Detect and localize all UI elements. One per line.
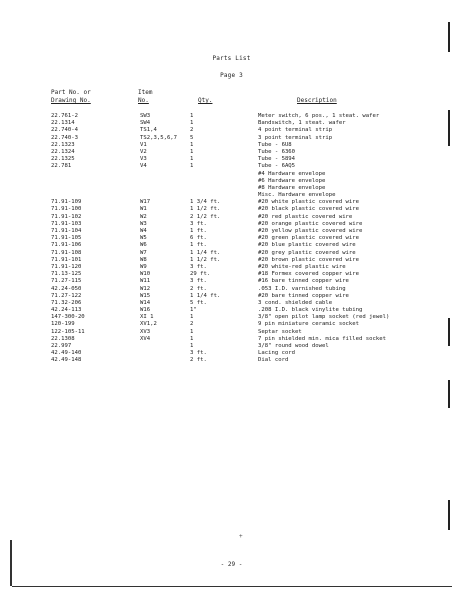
- description-cell: #4 Hardware envelope: [258, 170, 326, 177]
- scan-edge-right: [448, 380, 450, 408]
- description-cell: #18 Formex covered copper wire: [258, 271, 360, 278]
- item-number-cell: W12: [140, 285, 151, 292]
- item-number-cell: XV4: [140, 335, 151, 342]
- header-item-number: [138, 89, 152, 105]
- table-row: [0, 228, 463, 235]
- table-row: [0, 293, 463, 300]
- quantity-cell: 5 ft.: [190, 299, 207, 306]
- scan-edge-right: [448, 110, 450, 146]
- quantity-cell: 1: [190, 328, 194, 335]
- table-row: [0, 264, 463, 271]
- document-title: Parts List: [212, 55, 251, 62]
- quantity-cell: 1: [190, 113, 194, 119]
- item-number-cell: W5: [140, 235, 147, 242]
- description-cell: #20 green plastic covered wire: [258, 235, 360, 242]
- quantity-cell: 1 1/4 ft.: [190, 292, 221, 299]
- item-number-cell: W11: [140, 278, 151, 285]
- description-cell: #6 Hardware envelope: [258, 177, 326, 184]
- description-cell: #20 orange plastic covered wire: [258, 220, 363, 227]
- item-number-cell: W16: [140, 307, 151, 314]
- quantity-cell: 1 1/2 ft.: [190, 206, 221, 213]
- quantity-cell: 3 ft.: [190, 263, 207, 270]
- part-number-cell: 71.91-101: [51, 256, 82, 263]
- header-part-line2: Drawing No.: [51, 97, 91, 104]
- page-label: Page 3: [220, 72, 243, 79]
- quantity-cell: 1: [190, 156, 194, 163]
- header-description: [297, 97, 337, 105]
- table-row: [0, 336, 463, 343]
- description-cell: #20 white-red plastic wire: [258, 263, 346, 270]
- part-number-cell: 22.1323: [51, 141, 75, 148]
- part-number-cell: 22.997: [51, 343, 72, 349]
- page-number: - 29 -: [220, 561, 243, 568]
- table-row: [0, 314, 463, 321]
- description-cell: .208 I.D. black vinylite tubing: [258, 307, 363, 314]
- part-number-cell: 42.24-050: [51, 285, 82, 292]
- description-cell: #20 white plastic covered wire: [258, 199, 360, 206]
- description-cell: 3 cond. shielded cable: [258, 299, 333, 306]
- item-number-cell: W15: [140, 292, 151, 299]
- header-description-label: Description: [297, 97, 337, 104]
- table-row: [0, 235, 463, 242]
- table-row: [0, 149, 463, 156]
- scan-edge-right: [448, 500, 450, 530]
- part-number-cell: 42.49-148: [51, 357, 82, 364]
- item-number-cell: W10: [140, 271, 151, 278]
- quantity-cell: 2 ft.: [190, 285, 207, 292]
- description-cell: Septar socket: [258, 328, 302, 335]
- quantity-cell: 1 1/4 ft.: [190, 249, 221, 256]
- description-cell: Tube - 6360: [258, 148, 296, 155]
- quantity-cell: 1 3/4 ft.: [190, 199, 221, 206]
- description-cell: 4 point terminal strip: [258, 127, 333, 134]
- scan-edge-right: [448, 22, 450, 52]
- description-cell: Tube - 6AQ5: [258, 163, 296, 170]
- quantity-cell: 3 ft.: [190, 220, 207, 227]
- description-cell: 9 pin miniature ceramic socket: [258, 321, 360, 328]
- quantity-cell: 3 ft.: [190, 350, 207, 357]
- header-part-number: [51, 89, 91, 105]
- part-number-cell: 22.781: [51, 163, 72, 170]
- table-row: [0, 278, 463, 285]
- table-row: [0, 343, 463, 350]
- table-row: [0, 156, 463, 163]
- description-cell: Tube - 5894: [258, 156, 296, 163]
- part-number-cell: 22.1325: [51, 156, 75, 163]
- part-number-cell: 71.91-109: [51, 199, 82, 206]
- table-row: [0, 321, 463, 328]
- table-row: [0, 163, 463, 170]
- description-cell: Meter switch, 6 pos., 1 steat. wafer: [258, 113, 380, 119]
- description-cell: #20 red plastic covered wire: [258, 213, 353, 220]
- item-number-cell: TS2,3,5,6,7: [140, 134, 178, 141]
- description-cell: #20 yellow plastic covered wire: [258, 228, 363, 234]
- description-cell: #8 Hardware envelope: [258, 184, 326, 191]
- quantity-cell: 2: [190, 127, 194, 134]
- description-cell: Tube - 6U8: [258, 141, 292, 148]
- quantity-cell: 2 ft.: [190, 357, 207, 364]
- quantity-cell: 1: [190, 343, 194, 349]
- table-row: [0, 307, 463, 314]
- quantity-cell: 6 ft.: [190, 235, 207, 242]
- scan-edge-left: [10, 540, 12, 586]
- description-cell: 3/8" open pilot lamp socket (red jewel): [258, 314, 390, 321]
- item-number-cell: W9: [140, 263, 147, 270]
- part-number-cell: 71.91-105: [51, 235, 82, 242]
- part-number-cell: 22.761-2: [51, 113, 78, 119]
- quantity-cell: 1: [190, 120, 194, 127]
- description-cell: Lacing cord: [258, 350, 296, 357]
- part-number-cell: 71.91-104: [51, 228, 82, 234]
- item-number-cell: SW4: [140, 120, 151, 127]
- part-number-cell: 71.32-206: [51, 299, 82, 306]
- quantity-cell: 1: [190, 335, 194, 342]
- header-part-line1: Part No. or: [51, 89, 91, 96]
- part-number-cell: 71.91-108: [51, 249, 82, 256]
- quantity-cell: 1 ft.: [190, 242, 207, 249]
- description-cell: 3/8" round wood dowel: [258, 343, 329, 349]
- description-cell: Bandswitch, 1 steat. wafer: [258, 120, 346, 127]
- table-row: [0, 120, 463, 127]
- item-number-cell: W2: [140, 213, 147, 220]
- part-number-cell: 71.91-102: [51, 213, 82, 220]
- margin-mark: +: [239, 533, 243, 540]
- item-number-cell: W4: [140, 228, 147, 234]
- header-item-line1: Item: [138, 89, 153, 96]
- part-number-cell: 120-199: [51, 321, 75, 328]
- table-row: [0, 185, 463, 192]
- item-number-cell: V2: [140, 148, 147, 155]
- table-row: [0, 329, 463, 336]
- part-number-cell: 71.91-100: [51, 206, 82, 213]
- description-cell: 3 point terminal strip: [258, 134, 333, 141]
- description-cell: #16 bare tinned copper wire: [258, 278, 349, 285]
- item-number-cell: W8: [140, 256, 147, 263]
- part-number-cell: 71.27-122: [51, 292, 82, 299]
- table-row: [0, 178, 463, 185]
- part-number-cell: 71.13-125: [51, 271, 82, 278]
- description-cell: #20 bare tinned copper wire: [258, 292, 349, 299]
- description-cell: #20 brown plastic covered wire: [258, 256, 360, 263]
- item-number-cell: W14: [140, 299, 151, 306]
- part-number-cell: 42.24-113: [51, 307, 82, 314]
- part-number-cell: 22.1308: [51, 335, 75, 342]
- description-cell: Dial cord: [258, 357, 289, 364]
- table-row: [0, 357, 463, 364]
- table-row: [0, 214, 463, 221]
- part-number-cell: 22.1324: [51, 148, 75, 155]
- part-number-cell: 42.49-140: [51, 350, 82, 357]
- description-cell: Misc. Hardware envelope: [258, 192, 336, 199]
- quantity-cell: 1": [190, 307, 197, 314]
- item-number-cell: V4: [140, 163, 147, 170]
- part-number-cell: 147-300-20: [51, 314, 85, 321]
- item-number-cell: TS1,4: [140, 127, 157, 134]
- table-row: [0, 206, 463, 213]
- part-number-cell: 71.91-120: [51, 263, 82, 270]
- part-number-cell: 22.740-4: [51, 127, 78, 134]
- part-number-cell: 71.27-115: [51, 278, 82, 285]
- item-number-cell: W7: [140, 249, 147, 256]
- item-number-cell: SW3: [140, 113, 151, 119]
- part-number-cell: 22.740-3: [51, 134, 78, 141]
- table-row: [0, 192, 463, 199]
- table-row: [0, 221, 463, 228]
- table-row: [0, 142, 463, 149]
- item-number-cell: XV3: [140, 328, 151, 335]
- table-row: [0, 250, 463, 257]
- table-row: [0, 286, 463, 293]
- quantity-cell: 1: [190, 148, 194, 155]
- header-item-line2: No.: [138, 97, 149, 104]
- quantity-cell: 5: [190, 134, 194, 141]
- quantity-cell: 3 ft.: [190, 278, 207, 285]
- description-cell: .053 I.D. varnished tubing: [258, 285, 346, 292]
- description-cell: #20 black plastic covered wire: [258, 206, 360, 213]
- description-cell: #20 grey plastic covered wire: [258, 249, 356, 256]
- parts-table: [0, 113, 463, 365]
- table-row: [0, 127, 463, 134]
- description-cell: 7 pin shielded min. mica filled socket: [258, 335, 386, 342]
- item-number-cell: W3: [140, 220, 147, 227]
- part-number-cell: 71.91-106: [51, 242, 82, 249]
- quantity-cell: 1: [190, 141, 194, 148]
- scan-edge-bottom: [12, 586, 452, 587]
- part-number-cell: 71.91-103: [51, 220, 82, 227]
- header-qty: [198, 97, 212, 105]
- quantity-cell: 2 1/2 ft.: [190, 213, 221, 220]
- table-row: [0, 271, 463, 278]
- quantity-cell: 1: [190, 314, 194, 321]
- item-number-cell: W6: [140, 242, 147, 249]
- table-row: [0, 135, 463, 142]
- table-row: [0, 113, 463, 120]
- table-row: [0, 171, 463, 178]
- table-row: [0, 242, 463, 249]
- item-number-cell: XI 1: [140, 314, 154, 321]
- quantity-cell: 1: [190, 163, 194, 170]
- item-number-cell: V3: [140, 156, 147, 163]
- quantity-cell: 2: [190, 321, 194, 328]
- item-number-cell: V1: [140, 141, 147, 148]
- table-row: [0, 199, 463, 206]
- quantity-cell: 1 ft.: [190, 228, 207, 234]
- quantity-cell: 29 ft.: [190, 271, 211, 278]
- item-number-cell: W17: [140, 199, 151, 206]
- item-number-cell: W1: [140, 206, 147, 213]
- table-row: [0, 350, 463, 357]
- table-row: [0, 257, 463, 264]
- quantity-cell: 1 1/2 ft.: [190, 256, 221, 263]
- header-qty-label: Qty.: [198, 97, 213, 104]
- part-number-cell: 22.1314: [51, 120, 75, 127]
- table-row: [0, 300, 463, 307]
- part-number-cell: 122-105-11: [51, 328, 85, 335]
- description-cell: #20 blue plastic covered wire: [258, 242, 356, 249]
- scan-edge-right: [448, 318, 450, 346]
- item-number-cell: XV1,2: [140, 321, 157, 328]
